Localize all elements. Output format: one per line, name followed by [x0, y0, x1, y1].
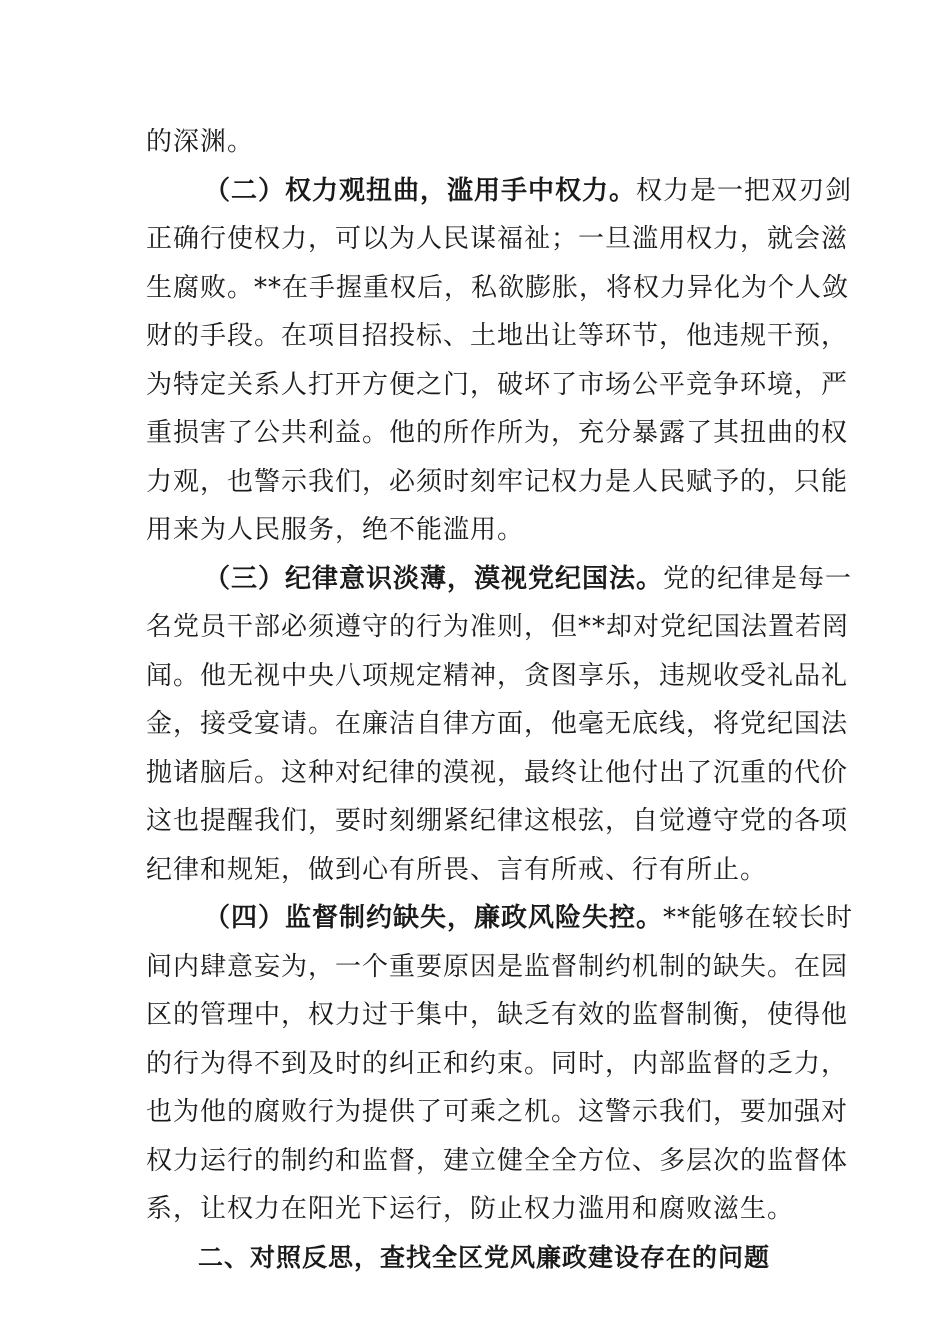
text-line: 闻。他无视中央八项规定精神，贪图享乐，违规收受礼品礼: [146, 660, 849, 691]
text-line: 为特定关系人打开方便之门，破坏了市场公平竞争环境，严: [146, 369, 849, 400]
text-line: 力观，也警示我们，必须时刻牢记权力是人民赋予的，只能: [146, 466, 849, 497]
section-first-line: [146, 894, 854, 943]
section-text: **能够在较长时: [663, 903, 854, 933]
document-body: [146, 118, 854, 1282]
text-line: 也为他的腐败行为提供了可乘之机。这警示我们，要加强对: [146, 1097, 849, 1127]
section-title: （三）纪律意识淡薄，漠视党纪国法。: [204, 563, 664, 594]
text-line: 间内肆意妄为，一个重要原因是监督制约机制的缺失。在园: [146, 951, 849, 982]
section-first-line: [146, 555, 853, 604]
chapter-heading: 二、对照反思，查找全区党风廉政建设存在的问题: [198, 1242, 771, 1272]
text-line: 正确行使权力，可以为人民谋福祉；一旦滥用权力，就会滋: [146, 224, 849, 254]
text-line: 系，让权力在阳光下运行，防止权力滥用和腐败滋生。: [146, 1194, 795, 1224]
text-line: 抛诸脑后。这种对纪律的漠视，最终让他付出了沉重的代价: [146, 757, 849, 788]
section-text: 权力是一把双刃剑: [636, 175, 853, 206]
text-line: 生腐败。**在手握重权后，私欲膨胀，将权力异化为个人敛: [146, 272, 850, 303]
section-text: 党的纪律是每一: [663, 563, 853, 594]
text-line: 纪律和规矩，做到心有所畏、言有所戒、行有所止。: [146, 854, 768, 885]
text-line: 金，接受宴请。在廉洁自律方面，他毫无底线，将党纪国法: [146, 709, 849, 739]
text-line: 区的管理中，权力过于集中，缺乏有效的监督制衡，使得他: [146, 1000, 849, 1030]
section-title: （二）权力观扭曲，滥用手中权力。: [204, 175, 637, 206]
section-first-line: [146, 167, 853, 216]
text-line: 的深渊。: [146, 127, 255, 157]
text-line: 用来为人民服务，绝不能滥用。: [146, 515, 525, 545]
text-line: 权力运行的制约和监督，建立健全全方位、多层次的监督体: [146, 1145, 849, 1176]
text-line: 财的手段。在项目招投标、土地出让等环节，他违规干预，: [146, 321, 849, 351]
text-line: 这也提醒我们，要时刻绷紧纪律这根弦，自觉遵守党的各项: [146, 806, 849, 836]
text-line: 重损害了公共利益。他的所作所为，充分暴露了其扭曲的权: [146, 418, 849, 448]
text-line: 的行为得不到及时的纠正和约束。同时，内部监督的乏力，: [146, 1048, 849, 1079]
section-title: （四）监督制约缺失，廉政风险失控。: [204, 903, 664, 933]
text-line: 名党员干部必须遵守的行为准则，但**却对党纪国法置若罔: [146, 612, 850, 642]
